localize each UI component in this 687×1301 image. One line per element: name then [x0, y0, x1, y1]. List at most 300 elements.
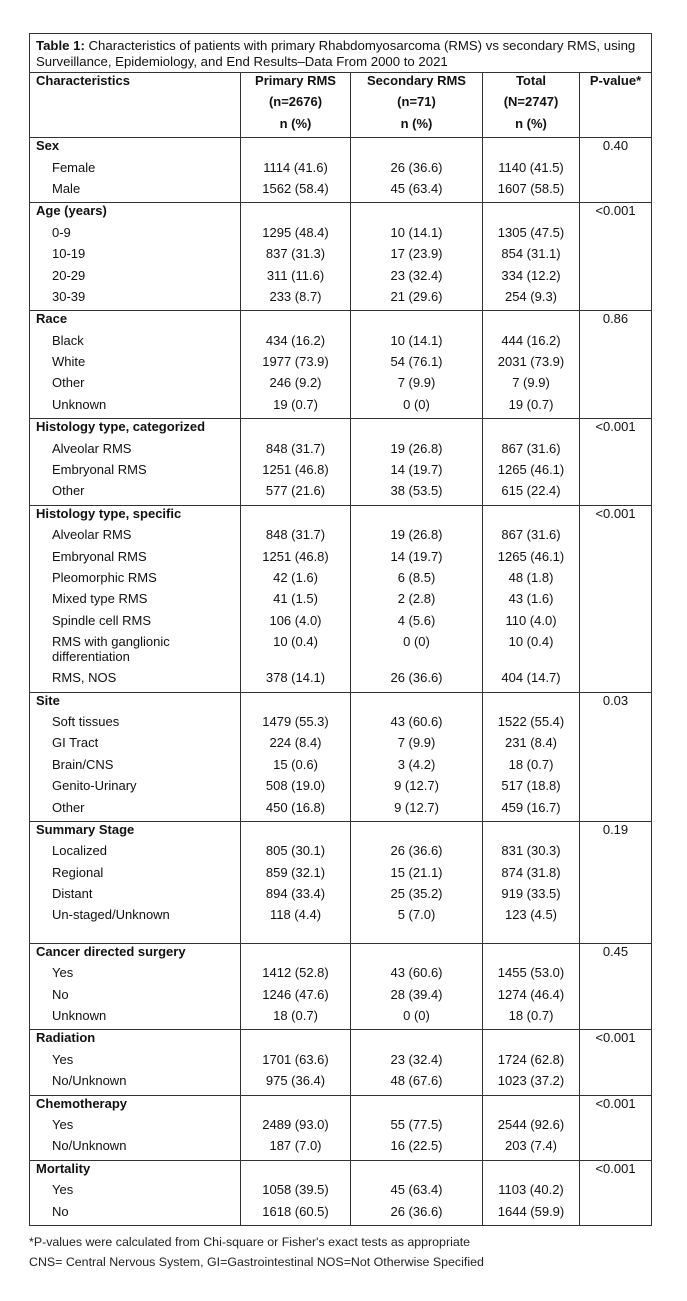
row-label: Mixed type RMS — [30, 591, 241, 612]
row-label: 0-9 — [30, 225, 241, 246]
header-blank — [30, 116, 241, 138]
group-label: Sex — [30, 138, 241, 160]
group-pvalue: <0.001 — [580, 1095, 652, 1117]
group-empty — [483, 1095, 580, 1117]
secondary-value: 28 (39.4) — [351, 987, 483, 1008]
total-value: 254 (9.3) — [483, 289, 580, 311]
pvalue-empty — [580, 670, 652, 692]
primary-value: 434 (16.2) — [241, 333, 351, 354]
secondary-value: 19 (26.8) — [351, 441, 483, 462]
group-empty — [351, 203, 483, 225]
pvalue-empty — [580, 289, 652, 311]
secondary-value: 0 (0) — [351, 634, 483, 670]
group-pvalue: <0.001 — [580, 203, 652, 225]
group-empty — [351, 1030, 483, 1052]
table-row — [30, 714, 652, 735]
header-total: Total — [483, 73, 580, 95]
primary-value: 1295 (48.4) — [241, 225, 351, 246]
secondary-value: 9 (12.7) — [351, 778, 483, 799]
header-blank — [580, 116, 652, 138]
primary-value: 975 (36.4) — [241, 1073, 351, 1095]
primary-value: 18 (0.7) — [241, 1008, 351, 1030]
total-value: 231 (8.4) — [483, 735, 580, 756]
row-label: Regional — [30, 865, 241, 886]
table-row — [30, 160, 652, 181]
table-row — [30, 268, 652, 289]
row-label: Alveolar RMS — [30, 527, 241, 548]
spacer-cell — [30, 929, 241, 944]
table-row — [30, 1008, 652, 1030]
table-row — [30, 483, 652, 505]
row-label: Yes — [30, 1117, 241, 1138]
group-empty — [351, 138, 483, 160]
pvalue-empty — [580, 714, 652, 735]
primary-value: 106 (4.0) — [241, 613, 351, 634]
header-pvalue: P-value* — [580, 73, 652, 95]
table-row — [30, 1138, 652, 1160]
secondary-value: 0 (0) — [351, 397, 483, 419]
primary-value: 1246 (47.6) — [241, 987, 351, 1008]
total-value: 10 (0.4) — [483, 634, 580, 670]
total-value: 18 (0.7) — [483, 757, 580, 778]
group-row-surgery — [30, 943, 652, 965]
secondary-value: 55 (77.5) — [351, 1117, 483, 1138]
total-value: 1522 (55.4) — [483, 714, 580, 735]
total-value: 854 (31.1) — [483, 246, 580, 267]
row-label: GI Tract — [30, 735, 241, 756]
total-value: 7 (9.9) — [483, 375, 580, 396]
primary-value: 577 (21.6) — [241, 483, 351, 505]
header-characteristics: Characteristics — [30, 73, 241, 95]
row-label: Unknown — [30, 1008, 241, 1030]
row-label: 20-29 — [30, 268, 241, 289]
secondary-value: 6 (8.5) — [351, 570, 483, 591]
group-empty — [241, 311, 351, 333]
pvalue-empty — [580, 634, 652, 670]
group-pvalue: <0.001 — [580, 419, 652, 441]
group-row-chemo — [30, 1095, 652, 1117]
pvalue-empty — [580, 886, 652, 907]
group-row-hist_cat — [30, 419, 652, 441]
total-value: 1607 (58.5) — [483, 181, 580, 203]
secondary-value: 7 (9.9) — [351, 375, 483, 396]
group-empty — [351, 1160, 483, 1182]
abbreviation-footnote: CNS= Central Nervous System, GI=Gastrointestinal NOS=Not Otherwise Specified — [29, 1254, 484, 1269]
group-label: Chemotherapy — [30, 1095, 241, 1117]
group-empty — [241, 1030, 351, 1052]
row-label: Alveolar RMS — [30, 441, 241, 462]
secondary-value: 19 (26.8) — [351, 527, 483, 548]
pvalue-empty — [580, 333, 652, 354]
primary-value: 837 (31.3) — [241, 246, 351, 267]
primary-value: 1114 (41.6) — [241, 160, 351, 181]
secondary-value: 25 (35.2) — [351, 886, 483, 907]
pvalue-empty — [580, 1182, 652, 1203]
group-pvalue: 0.40 — [580, 138, 652, 160]
total-value: 615 (22.4) — [483, 483, 580, 505]
primary-value: 246 (9.2) — [241, 375, 351, 396]
total-value: 1644 (59.9) — [483, 1204, 580, 1226]
table-container — [29, 33, 651, 1272]
pvalue-empty — [580, 462, 652, 483]
row-label: Other — [30, 375, 241, 396]
pvalue-empty — [580, 907, 652, 928]
header-pct-row — [30, 116, 652, 138]
group-empty — [483, 1030, 580, 1052]
total-value: 1103 (40.2) — [483, 1182, 580, 1203]
total-value: 1140 (41.5) — [483, 160, 580, 181]
total-value: 19 (0.7) — [483, 397, 580, 419]
spacer-cell — [241, 929, 351, 944]
header-primary-pct: n (%) — [241, 116, 351, 138]
primary-value: 805 (30.1) — [241, 843, 351, 864]
table-row — [30, 441, 652, 462]
table-caption — [30, 34, 652, 73]
secondary-value: 15 (21.1) — [351, 865, 483, 886]
header-total-n: (N=2747) — [483, 94, 580, 115]
primary-value: 1977 (73.9) — [241, 354, 351, 375]
total-value: 1305 (47.5) — [483, 225, 580, 246]
table-row — [30, 670, 652, 692]
table-row — [30, 246, 652, 267]
primary-value: 859 (32.1) — [241, 865, 351, 886]
primary-value: 848 (31.7) — [241, 527, 351, 548]
table-row — [30, 1052, 652, 1073]
primary-value: 1058 (39.5) — [241, 1182, 351, 1203]
table-row — [30, 225, 652, 246]
group-empty — [241, 138, 351, 160]
pvalue-footnote: *P-values were calculated from Chi-square or Fisher's exact tests as appropriate — [29, 1234, 471, 1249]
primary-value: 508 (19.0) — [241, 778, 351, 799]
pvalue-empty — [580, 735, 652, 756]
secondary-value: 23 (32.4) — [351, 268, 483, 289]
secondary-value: 23 (32.4) — [351, 1052, 483, 1073]
primary-value: 118 (4.4) — [241, 907, 351, 928]
total-value: 444 (16.2) — [483, 333, 580, 354]
total-value: 517 (18.8) — [483, 778, 580, 799]
row-label: Yes — [30, 1182, 241, 1203]
spacer-row — [30, 929, 652, 944]
pvalue-empty — [580, 591, 652, 612]
header-secondary-pct: n (%) — [351, 116, 483, 138]
group-label: Age (years) — [30, 203, 241, 225]
pvalue-empty — [580, 843, 652, 864]
group-empty — [483, 821, 580, 843]
primary-value: 1618 (60.5) — [241, 1204, 351, 1226]
pvalue-empty — [580, 354, 652, 375]
primary-value: 10 (0.4) — [241, 634, 351, 670]
primary-value: 1251 (46.8) — [241, 462, 351, 483]
total-value: 1265 (46.1) — [483, 462, 580, 483]
pvalue-empty — [580, 1073, 652, 1095]
group-empty — [351, 943, 483, 965]
row-label: Female — [30, 160, 241, 181]
pvalue-empty — [580, 181, 652, 203]
group-empty — [241, 419, 351, 441]
table-row — [30, 886, 652, 907]
spacer-cell — [351, 929, 483, 944]
secondary-value: 45 (63.4) — [351, 181, 483, 203]
primary-value: 378 (14.1) — [241, 670, 351, 692]
row-label: Distant — [30, 886, 241, 907]
table-row — [30, 549, 652, 570]
secondary-value: 45 (63.4) — [351, 1182, 483, 1203]
footnotes — [29, 1232, 651, 1272]
table-row — [30, 333, 652, 354]
total-value: 1265 (46.1) — [483, 549, 580, 570]
table-row — [30, 1204, 652, 1226]
row-label: No/Unknown — [30, 1138, 241, 1160]
primary-value: 41 (1.5) — [241, 591, 351, 612]
pvalue-empty — [580, 613, 652, 634]
group-row-radiation — [30, 1030, 652, 1052]
pvalue-empty — [580, 800, 652, 822]
total-value: 1455 (53.0) — [483, 965, 580, 986]
table-row — [30, 843, 652, 864]
primary-value: 1479 (55.3) — [241, 714, 351, 735]
group-empty — [483, 311, 580, 333]
total-value: 831 (30.3) — [483, 843, 580, 864]
secondary-value: 4 (5.6) — [351, 613, 483, 634]
primary-value: 42 (1.6) — [241, 570, 351, 591]
primary-value: 1412 (52.8) — [241, 965, 351, 986]
secondary-value: 54 (76.1) — [351, 354, 483, 375]
secondary-value: 21 (29.6) — [351, 289, 483, 311]
row-label: No/Unknown — [30, 1073, 241, 1095]
pvalue-empty — [580, 757, 652, 778]
row-label: Male — [30, 181, 241, 203]
total-value: 2031 (73.9) — [483, 354, 580, 375]
group-empty — [241, 692, 351, 714]
pvalue-empty — [580, 549, 652, 570]
secondary-value: 17 (23.9) — [351, 246, 483, 267]
group-pvalue: 0.86 — [580, 311, 652, 333]
table-row — [30, 570, 652, 591]
table-row — [30, 181, 652, 203]
group-empty — [483, 505, 580, 527]
header-blank — [30, 94, 241, 115]
row-label: White — [30, 354, 241, 375]
row-label: 10-19 — [30, 246, 241, 267]
pvalue-empty — [580, 778, 652, 799]
group-empty — [351, 821, 483, 843]
row-label: Genito-Urinary — [30, 778, 241, 799]
group-empty — [241, 943, 351, 965]
group-pvalue: <0.001 — [580, 505, 652, 527]
secondary-value: 0 (0) — [351, 1008, 483, 1030]
row-label: Yes — [30, 1052, 241, 1073]
pvalue-empty — [580, 375, 652, 396]
total-value: 123 (4.5) — [483, 907, 580, 928]
table-row — [30, 527, 652, 548]
header-n-row — [30, 94, 652, 115]
row-label: Un-staged/Unknown — [30, 907, 241, 928]
secondary-value: 3 (4.2) — [351, 757, 483, 778]
table-row — [30, 1073, 652, 1095]
group-empty — [241, 1095, 351, 1117]
secondary-value: 9 (12.7) — [351, 800, 483, 822]
group-row-age — [30, 203, 652, 225]
row-label: Black — [30, 333, 241, 354]
group-empty — [351, 1095, 483, 1117]
primary-value: 15 (0.6) — [241, 757, 351, 778]
group-empty — [483, 419, 580, 441]
secondary-value: 38 (53.5) — [351, 483, 483, 505]
row-label: Other — [30, 483, 241, 505]
group-row-stage — [30, 821, 652, 843]
row-label: Unknown — [30, 397, 241, 419]
pvalue-empty — [580, 483, 652, 505]
group-pvalue: 0.45 — [580, 943, 652, 965]
table-body-upper — [30, 138, 652, 944]
row-label: Soft tissues — [30, 714, 241, 735]
pvalue-empty — [580, 246, 652, 267]
group-pvalue: <0.001 — [580, 1160, 652, 1182]
pvalue-empty — [580, 1052, 652, 1073]
group-pvalue: 0.03 — [580, 692, 652, 714]
secondary-value: 14 (19.7) — [351, 462, 483, 483]
pvalue-empty — [580, 268, 652, 289]
group-empty — [351, 419, 483, 441]
group-row-mortality — [30, 1160, 652, 1182]
total-value: 2544 (92.6) — [483, 1117, 580, 1138]
spacer-cell — [580, 929, 652, 944]
row-label: Localized — [30, 843, 241, 864]
primary-value: 848 (31.7) — [241, 441, 351, 462]
group-empty — [483, 943, 580, 965]
group-pvalue: <0.001 — [580, 1030, 652, 1052]
group-row-hist_spec — [30, 505, 652, 527]
primary-value: 233 (8.7) — [241, 289, 351, 311]
characteristics-table — [29, 33, 652, 1226]
row-label: Embryonal RMS — [30, 462, 241, 483]
secondary-value: 26 (36.6) — [351, 670, 483, 692]
group-empty — [241, 505, 351, 527]
table-row — [30, 1117, 652, 1138]
total-value: 459 (16.7) — [483, 800, 580, 822]
secondary-value: 26 (36.6) — [351, 160, 483, 181]
pvalue-empty — [580, 1204, 652, 1226]
table-row — [30, 965, 652, 986]
caption-label: Table 1: — [36, 38, 85, 53]
pvalue-empty — [580, 527, 652, 548]
group-pvalue: 0.19 — [580, 821, 652, 843]
header-primary-n: (n=2676) — [241, 94, 351, 115]
row-label: Spindle cell RMS — [30, 613, 241, 634]
pvalue-empty — [580, 1138, 652, 1160]
primary-value: 19 (0.7) — [241, 397, 351, 419]
table-row — [30, 289, 652, 311]
total-value: 404 (14.7) — [483, 670, 580, 692]
pvalue-empty — [580, 1008, 652, 1030]
secondary-value: 10 (14.1) — [351, 333, 483, 354]
primary-value: 1701 (63.6) — [241, 1052, 351, 1073]
table-row — [30, 735, 652, 756]
group-empty — [241, 203, 351, 225]
group-label: Race — [30, 311, 241, 333]
secondary-value: 14 (19.7) — [351, 549, 483, 570]
secondary-value: 48 (67.6) — [351, 1073, 483, 1095]
secondary-value: 43 (60.6) — [351, 714, 483, 735]
header-row — [30, 73, 652, 95]
secondary-value: 43 (60.6) — [351, 965, 483, 986]
pvalue-empty — [580, 397, 652, 419]
secondary-value: 7 (9.9) — [351, 735, 483, 756]
secondary-value: 16 (22.5) — [351, 1138, 483, 1160]
primary-value: 224 (8.4) — [241, 735, 351, 756]
row-label: Other — [30, 800, 241, 822]
table-body-lower — [30, 943, 652, 1225]
group-empty — [483, 138, 580, 160]
total-value: 867 (31.6) — [483, 441, 580, 462]
group-label: Cancer directed surgery — [30, 943, 241, 965]
group-empty — [483, 692, 580, 714]
group-empty — [351, 505, 483, 527]
header-blank — [580, 94, 652, 115]
header-total-pct: n (%) — [483, 116, 580, 138]
total-value: 1724 (62.8) — [483, 1052, 580, 1073]
group-empty — [351, 311, 483, 333]
primary-value: 1251 (46.8) — [241, 549, 351, 570]
pvalue-empty — [580, 1117, 652, 1138]
pvalue-empty — [580, 441, 652, 462]
total-value: 43 (1.6) — [483, 591, 580, 612]
group-label: Mortality — [30, 1160, 241, 1182]
group-label: Histology type, categorized — [30, 419, 241, 441]
total-value: 203 (7.4) — [483, 1138, 580, 1160]
table-row — [30, 778, 652, 799]
table-row — [30, 757, 652, 778]
table-row — [30, 987, 652, 1008]
table-row — [30, 591, 652, 612]
row-label: Brain/CNS — [30, 757, 241, 778]
table-row — [30, 1182, 652, 1203]
primary-value: 2489 (93.0) — [241, 1117, 351, 1138]
primary-value: 450 (16.8) — [241, 800, 351, 822]
group-label: Radiation — [30, 1030, 241, 1052]
total-value: 919 (33.5) — [483, 886, 580, 907]
total-value: 18 (0.7) — [483, 1008, 580, 1030]
primary-value: 894 (33.4) — [241, 886, 351, 907]
primary-value: 311 (11.6) — [241, 268, 351, 289]
group-empty — [351, 692, 483, 714]
header-secondary: Secondary RMS — [351, 73, 483, 95]
row-label: No — [30, 1204, 241, 1226]
group-empty — [483, 1160, 580, 1182]
spacer-cell — [483, 929, 580, 944]
pvalue-empty — [580, 865, 652, 886]
total-value: 1274 (46.4) — [483, 987, 580, 1008]
group-row-site — [30, 692, 652, 714]
row-label: Pleomorphic RMS — [30, 570, 241, 591]
row-label: No — [30, 987, 241, 1008]
group-empty — [241, 821, 351, 843]
group-label: Summary Stage — [30, 821, 241, 843]
table-row — [30, 462, 652, 483]
total-value: 110 (4.0) — [483, 613, 580, 634]
row-label: Yes — [30, 965, 241, 986]
group-label: Histology type, specific — [30, 505, 241, 527]
table-row — [30, 634, 652, 670]
table-row — [30, 397, 652, 419]
pvalue-empty — [580, 225, 652, 246]
table-row — [30, 375, 652, 396]
secondary-value: 26 (36.6) — [351, 843, 483, 864]
primary-value: 1562 (58.4) — [241, 181, 351, 203]
pvalue-empty — [580, 570, 652, 591]
row-label: RMS with ganglionic differentiation — [30, 634, 241, 670]
pvalue-empty — [580, 160, 652, 181]
